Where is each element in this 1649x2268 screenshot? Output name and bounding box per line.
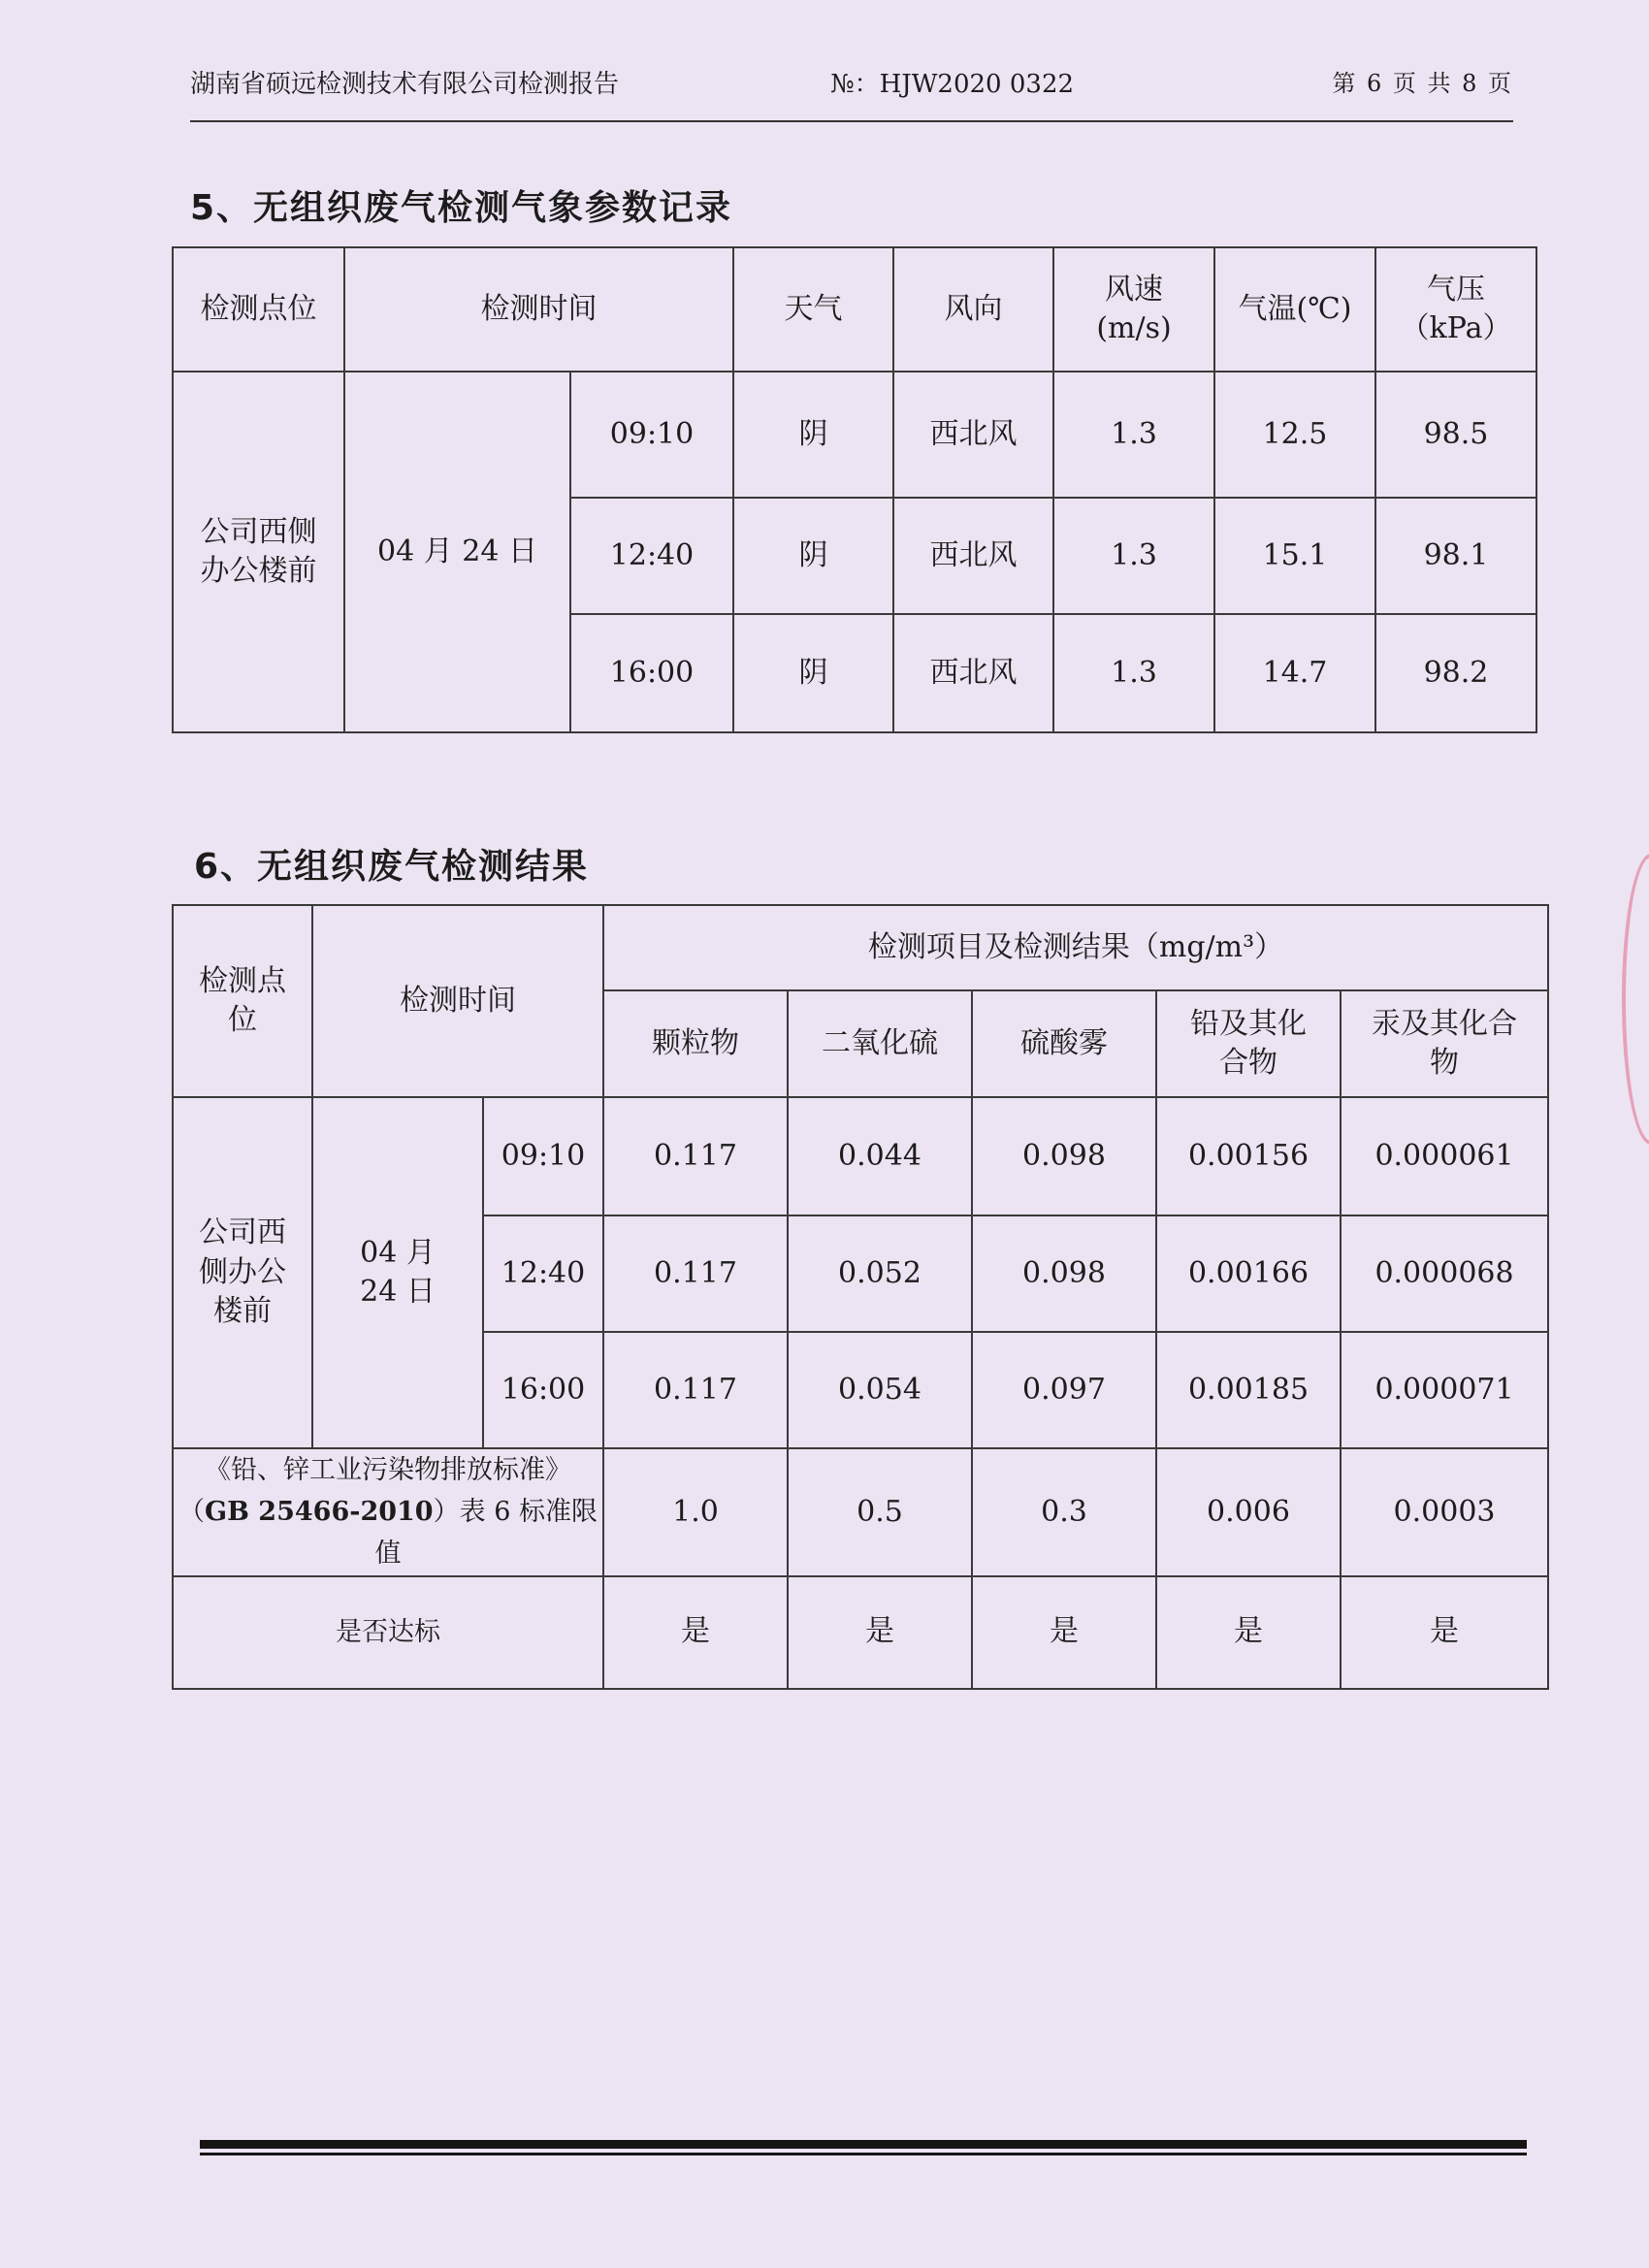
date-cell: 04 月 24 日 (344, 372, 570, 732)
wind-direction-cell: 西北风 (893, 498, 1053, 614)
header-mercury-compounds: 汞及其化合物 (1341, 990, 1548, 1097)
value-cell: 0.117 (603, 1332, 788, 1448)
table-row (173, 372, 1536, 498)
standard-label-cell (173, 1448, 603, 1576)
section-5-title: 5、无组织废气检测气象参数记录 (190, 188, 733, 228)
temperature-cell: 12.5 (1214, 372, 1375, 498)
header-sulfuric-acid-mist: 硫酸雾 (972, 990, 1156, 1097)
header-temperature: 气温(℃) (1214, 247, 1375, 372)
header-particulate: 颗粒物 (603, 990, 788, 1097)
location-cell: 公司西侧办公楼前 (173, 372, 344, 732)
header-wind-direction: 风向 (893, 247, 1053, 372)
weather-cell: 阴 (733, 614, 893, 732)
standard-name: 《铅、锌工业污染物排放标准》 (205, 1455, 571, 1485)
header-time: 检测时间 (312, 905, 603, 1097)
header-pressure-label: 气压 (1427, 272, 1485, 307)
value-cell: 0.000068 (1341, 1215, 1548, 1332)
time-cell: 16:00 (483, 1332, 603, 1448)
compliance-row (173, 1576, 1548, 1689)
value-cell: 0.00166 (1156, 1215, 1341, 1332)
value-cell: 0.044 (788, 1097, 972, 1215)
standard-code: GB 25466-2010 (205, 1497, 434, 1528)
standard-paren: （ (178, 1497, 206, 1528)
header-sulfur-dioxide: 二氧化硫 (788, 990, 972, 1097)
compliance-cell: 是 (788, 1576, 972, 1689)
header-results-group: 检测项目及检测结果（mg/m³） (603, 905, 1548, 990)
header-location: 检测点位 (173, 247, 344, 372)
compliance-cell: 是 (972, 1576, 1156, 1689)
wind-direction-cell: 西北风 (893, 372, 1053, 498)
compliance-cell: 是 (1156, 1576, 1341, 1689)
pressure-cell: 98.5 (1375, 372, 1536, 498)
wind-speed-cell: 1.3 (1053, 372, 1214, 498)
pressure-cell: 98.1 (1375, 498, 1536, 614)
header-wind-speed-unit: (m/s) (1096, 311, 1172, 345)
wind-speed-cell: 1.3 (1053, 498, 1214, 614)
page-header (190, 64, 1513, 103)
emission-results-table (172, 904, 1549, 1690)
table-header-row (173, 905, 1548, 990)
value-cell: 0.00156 (1156, 1097, 1341, 1215)
weather-cell: 阴 (733, 498, 893, 614)
header-wind-speed-label: 风速 (1105, 272, 1163, 307)
time-cell: 12:40 (570, 498, 733, 614)
pressure-cell: 98.2 (1375, 614, 1536, 732)
standard-value-cell: 0.006 (1156, 1448, 1341, 1576)
table-row (173, 1097, 1548, 1215)
standard-value-cell: 0.0003 (1341, 1448, 1548, 1576)
section-6-title: 6、无组织废气检测结果 (194, 847, 590, 887)
standard-value-cell: 1.0 (603, 1448, 788, 1576)
seal-stamp-edge (1622, 854, 1649, 1145)
value-cell: 0.054 (788, 1332, 972, 1448)
time-cell: 09:10 (570, 372, 733, 498)
footer-divider-thick (200, 2140, 1527, 2149)
company-name: 湖南省硕远检测技术有限公司检测报告 (190, 70, 620, 99)
compliance-cell: 是 (1341, 1576, 1548, 1689)
standard-code-line (178, 1491, 598, 1574)
location-cell: 公司西侧办公楼前 (173, 1097, 312, 1448)
value-cell: 0.098 (972, 1215, 1156, 1332)
standard-table-ref: ）表 6 标准限值 (374, 1497, 598, 1570)
value-cell: 0.097 (972, 1332, 1156, 1448)
page-number: 第 6 页 共 8 页 (1332, 70, 1513, 97)
time-cell: 16:00 (570, 614, 733, 732)
standard-value-cell: 0.3 (972, 1448, 1156, 1576)
date-cell: 04 月 24 日 (312, 1097, 483, 1448)
wind-speed-cell: 1.3 (1053, 614, 1214, 732)
compliance-cell: 是 (603, 1576, 788, 1689)
header-weather: 天气 (733, 247, 893, 372)
header-lead-compounds: 铅及其化合物 (1156, 990, 1341, 1097)
value-cell: 0.00185 (1156, 1332, 1341, 1448)
header-pressure (1375, 247, 1536, 372)
value-cell: 0.000061 (1341, 1097, 1548, 1215)
time-cell: 12:40 (483, 1215, 603, 1332)
weather-cell: 阴 (733, 372, 893, 498)
value-cell: 0.098 (972, 1097, 1156, 1215)
wind-direction-cell: 西北风 (893, 614, 1053, 732)
standard-limit-row (173, 1448, 1548, 1576)
value-cell: 0.117 (603, 1215, 788, 1332)
weather-parameters-table (172, 246, 1537, 733)
header-divider (190, 120, 1513, 122)
footer-divider-thin (200, 2153, 1527, 2155)
temperature-cell: 14.7 (1214, 614, 1375, 732)
header-wind-speed (1053, 247, 1214, 372)
value-cell: 0.052 (788, 1215, 972, 1332)
header-location: 检测点位 (173, 905, 312, 1097)
standard-value-cell: 0.5 (788, 1448, 972, 1576)
table-header-row (173, 247, 1536, 372)
header-time: 检测时间 (344, 247, 733, 372)
header-pressure-unit: （kPa） (1400, 311, 1512, 345)
value-cell: 0.117 (603, 1097, 788, 1215)
compliance-label: 是否达标 (173, 1576, 603, 1689)
temperature-cell: 15.1 (1214, 498, 1375, 614)
value-cell: 0.000071 (1341, 1332, 1548, 1448)
time-cell: 09:10 (483, 1097, 603, 1215)
report-number: №：HJW2020 0322 (830, 70, 1075, 99)
